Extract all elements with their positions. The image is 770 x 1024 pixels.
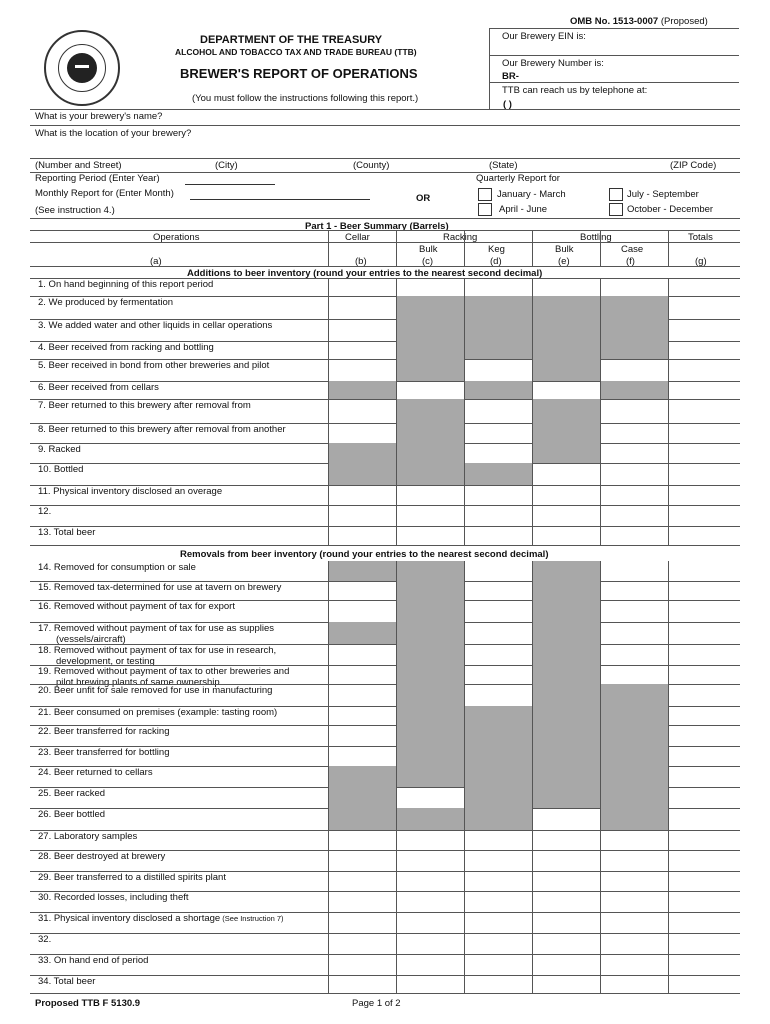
- form-number: Proposed TTB F 5130.9: [35, 998, 141, 1009]
- county-label: (County): [353, 160, 390, 171]
- shaded-cell: [464, 319, 532, 341]
- shaded-cell: [396, 463, 464, 485]
- phone-label: TTB can reach us by telephone at:: [502, 85, 648, 96]
- letter-b: (b): [355, 256, 367, 267]
- shaded-cell: [532, 746, 600, 766]
- shaded-cell: [600, 808, 668, 830]
- shaded-cell: [396, 622, 464, 644]
- shaded-cell: [328, 622, 396, 644]
- shaded-cell: [600, 725, 668, 746]
- table-row: 12.: [38, 506, 52, 517]
- table-row: 15. Removed tax-determined for use at tavern on brewery: [38, 582, 282, 593]
- shaded-cell: [396, 319, 464, 341]
- phone-format: ( ): [503, 99, 512, 110]
- shaded-cell: [532, 561, 600, 581]
- table-row: 19. Removed without payment of tax to other breweries and pilot brewing plants of same ownership: [38, 666, 290, 688]
- table-row: 16. Removed without payment of tax for export: [38, 601, 235, 612]
- department-title: DEPARTMENT OF THE TREASURY: [200, 34, 383, 46]
- shaded-cell: [464, 787, 532, 808]
- col-bottling: Bottling: [580, 232, 612, 243]
- shaded-cell: [532, 399, 600, 423]
- letter-e: (e): [558, 256, 570, 267]
- shaded-cell: [532, 423, 600, 443]
- omb-number: OMB No. 1513-0007 (Proposed): [570, 16, 708, 27]
- page-number: Page 1 of 2: [352, 998, 401, 1009]
- shaded-cell: [600, 684, 668, 706]
- shaded-cell: [532, 725, 600, 746]
- shaded-cell: [396, 581, 464, 600]
- brewery-number-prefix: BR-: [502, 71, 519, 82]
- col-racking: Racking: [443, 232, 478, 243]
- sub-bulk-e: Bulk: [555, 244, 574, 255]
- shaded-cell: [396, 808, 464, 830]
- table-row: 30. Recorded losses, including theft: [38, 892, 189, 903]
- table-row: 23. Beer transferred for bottling: [38, 747, 170, 758]
- shaded-cell: [396, 684, 464, 706]
- q3-label: July - September: [627, 189, 699, 200]
- shaded-cell: [328, 381, 396, 399]
- table-row: 24. Beer returned to cellars: [38, 767, 153, 778]
- quarterly-label: Quarterly Report for: [476, 173, 560, 184]
- table-row: 1. On hand beginning of this report period: [38, 279, 214, 290]
- shaded-cell: [396, 706, 464, 725]
- table-row: 29. Beer transferred to a distilled spirits plant: [38, 872, 226, 883]
- sub-case: Case: [621, 244, 644, 255]
- table-row: 17. Removed without payment of tax for use as supplies (vessels/aircraft): [38, 623, 275, 645]
- table-row: 18. Removed without payment of tax for use in research, development, or testing: [38, 645, 277, 667]
- shaded-cell: [532, 600, 600, 622]
- shaded-cell: [464, 341, 532, 359]
- shaded-cell: [396, 725, 464, 746]
- shaded-cell: [600, 706, 668, 725]
- shaded-cell: [600, 319, 668, 341]
- shaded-cell: [600, 381, 668, 399]
- monthly-report-label: Monthly Report for (Enter Month): [35, 188, 174, 199]
- shaded-cell: [328, 561, 396, 581]
- shaded-cell: [396, 561, 464, 581]
- number-street-label: (Number and Street): [35, 160, 122, 171]
- table-row: 20. Beer unfit for sale removed for use in manufacturing: [38, 685, 273, 696]
- shaded-cell: [464, 746, 532, 766]
- bureau-title: ALCOHOL AND TOBACCO TAX AND TRADE BUREAU (TTB): [175, 47, 417, 57]
- state-label: (State): [489, 160, 518, 171]
- table-row: 25. Beer racked: [38, 788, 106, 799]
- table-row: 33. On hand end of period: [38, 955, 149, 966]
- shaded-cell: [464, 381, 532, 399]
- shaded-cell: [600, 766, 668, 787]
- shaded-cell: [328, 787, 396, 808]
- brewery-name-label: What is your brewery's name?: [35, 111, 163, 122]
- q2-label: April - June: [499, 204, 548, 215]
- brewery-number-label: Our Brewery Number is:: [502, 58, 604, 69]
- row-label-cont: (vessels/aircraft): [56, 633, 126, 645]
- shaded-cell: [396, 341, 464, 359]
- reporting-period-label: Reporting Period (Enter Year): [35, 173, 160, 184]
- shaded-cell: [532, 684, 600, 706]
- table-row: 8. Beer returned to this brewery after removal from another: [38, 424, 286, 435]
- table-row: 27. Laboratory samples: [38, 831, 138, 842]
- shaded-cell: [532, 341, 600, 359]
- shaded-cell: [396, 766, 464, 787]
- letter-a: (a): [150, 256, 162, 267]
- shaded-cell: [396, 644, 464, 665]
- shaded-cell: [396, 746, 464, 766]
- table-row: 13. Total beer: [38, 527, 96, 538]
- city-label: (City): [215, 160, 238, 171]
- shaded-cell: [464, 463, 532, 485]
- table-row: 26. Beer bottled: [38, 809, 106, 820]
- q1-label: January - March: [497, 189, 566, 200]
- shaded-cell: [532, 581, 600, 600]
- table-row: 4. Beer received from racking and bottling: [38, 342, 214, 353]
- table-row: 11. Physical inventory disclosed an overage: [38, 486, 223, 497]
- table-row: 32.: [38, 934, 52, 945]
- table-row: 3. We added water and other liquids in cellar operations: [38, 320, 273, 331]
- col-totals: Totals: [688, 232, 713, 243]
- sub-keg: Keg: [488, 244, 505, 255]
- removals-title: Removals from beer inventory (round your entries to the nearest second decimal): [180, 549, 549, 560]
- shaded-cell: [600, 341, 668, 359]
- col-operations: Operations: [153, 232, 200, 243]
- shaded-cell: [532, 644, 600, 665]
- table-row: 5. Beer received in bond from other breweries and pilot: [38, 360, 270, 371]
- table-row: 7. Beer returned to this brewery after removal from: [38, 400, 251, 411]
- letter-d: (d): [490, 256, 502, 267]
- table-row: 9. Racked: [38, 444, 81, 455]
- instruction-note: (You must follow the instructions following this report.): [192, 93, 419, 104]
- shaded-cell: [396, 665, 464, 684]
- table-row: 28. Beer destroyed at brewery: [38, 851, 166, 862]
- sub-bulk-c: Bulk: [419, 244, 438, 255]
- shaded-cell: [396, 423, 464, 443]
- row-note: (See Instruction 7): [220, 914, 284, 923]
- table-row: 2. We produced by fermentation: [38, 297, 174, 308]
- shaded-cell: [464, 766, 532, 787]
- shaded-cell: [464, 296, 532, 319]
- shaded-cell: [464, 725, 532, 746]
- letter-f: (f): [626, 256, 635, 267]
- shaded-cell: [396, 359, 464, 381]
- table-row: 10. Bottled: [38, 464, 84, 475]
- table-row: 34. Total beer: [38, 976, 96, 987]
- table-row: 14. Removed for consumption or sale: [38, 562, 196, 573]
- col-cellar: Cellar: [345, 232, 370, 243]
- table-row: 6. Beer received from cellars: [38, 382, 159, 393]
- shaded-cell: [328, 443, 396, 463]
- brewery-location-label: What is the location of your brewery?: [35, 128, 192, 139]
- shaded-cell: [532, 443, 600, 463]
- shaded-cell: [532, 296, 600, 319]
- shaded-cell: [532, 787, 600, 808]
- shaded-cell: [532, 766, 600, 787]
- shaded-cell: [396, 296, 464, 319]
- shaded-cell: [396, 600, 464, 622]
- see-instruction-label: (See instruction 4.): [35, 205, 115, 216]
- letter-g: (g): [695, 256, 707, 267]
- table-row: 22. Beer transferred for racking: [38, 726, 170, 737]
- shaded-cell: [328, 808, 396, 830]
- shaded-cell: [532, 319, 600, 341]
- row-label-cont: pilot brewing plants of same ownership: [56, 676, 220, 688]
- shaded-cell: [532, 622, 600, 644]
- table-row: 21. Beer consumed on premises (example: tasting room): [38, 707, 278, 718]
- part-title: Part 1 - Beer Summary (Barrels): [305, 221, 449, 232]
- form-title: BREWER'S REPORT OF OPERATIONS: [180, 66, 418, 81]
- shaded-cell: [532, 706, 600, 725]
- row-label-cont: development, or testing: [56, 655, 155, 667]
- shaded-cell: [600, 787, 668, 808]
- shaded-cell: [328, 766, 396, 787]
- table-row: 31. Physical inventory disclosed a shortage (See Instruction 7): [38, 913, 284, 924]
- shaded-cell: [328, 463, 396, 485]
- shaded-cell: [396, 443, 464, 463]
- or-label: OR: [416, 193, 431, 204]
- shaded-cell: [464, 808, 532, 830]
- additions-title: Additions to beer inventory (round your entries to the nearest second decimal): [187, 268, 543, 279]
- q4-label: October - December: [627, 204, 714, 215]
- shaded-cell: [532, 665, 600, 684]
- shaded-cell: [396, 399, 464, 423]
- shaded-cell: [532, 359, 600, 381]
- shaded-cell: [464, 706, 532, 725]
- ein-label: Our Brewery EIN is:: [502, 31, 586, 42]
- shaded-cell: [600, 746, 668, 766]
- letter-c: (c): [422, 256, 434, 267]
- zip-label: (ZIP Code): [670, 160, 717, 171]
- shaded-cell: [600, 296, 668, 319]
